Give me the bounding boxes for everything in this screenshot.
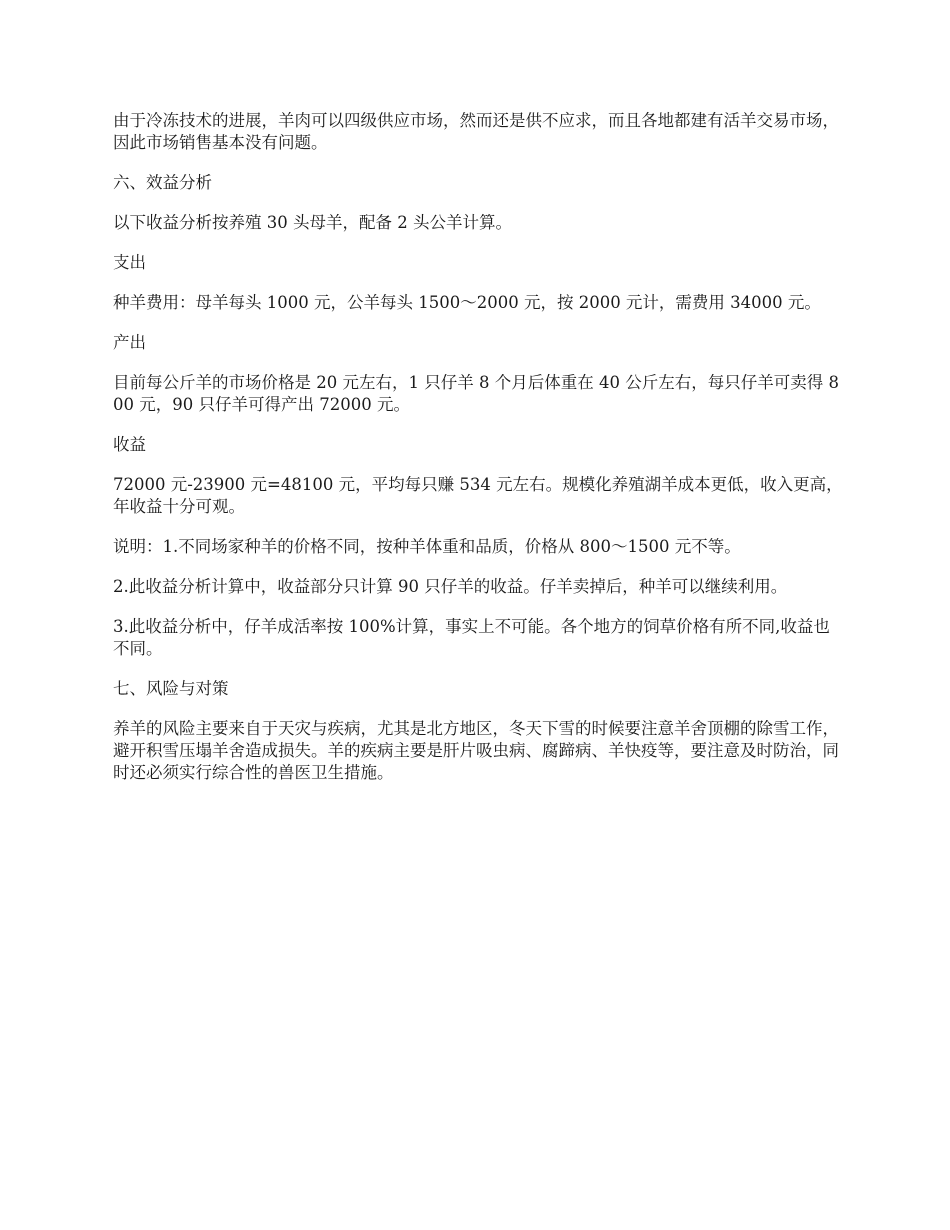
paragraph-analysis-basis: 以下收益分析按养殖 30 头母羊，配备 2 头公羊计算。 bbox=[113, 213, 512, 232]
subheading-expenses: 支出 bbox=[113, 253, 146, 272]
paragraph-note-3: 3.此收益分析中，仔羊成活率按 100%计算，事实上不可能。各个地方的饲草价格有所不同,收益也不同。 bbox=[113, 617, 830, 658]
paragraph-note-1: 说明：1.不同场家种羊的价格不同，按种羊体重和品质，价格从 800～1500 元不等。 bbox=[113, 537, 741, 556]
paragraph-output-value: 目前每公斤羊的市场价格是 20 元左右，1 只仔羊 8 个月后体重在 40 公斤左右，每只仔羊可卖得 800 元，90 只仔羊可得产出 72000 元。 bbox=[113, 373, 839, 414]
subheading-output: 产出 bbox=[113, 333, 146, 352]
paragraph-note-2: 2.此收益分析计算中，收益部分只计算 90 只仔羊的收益。仔羊卖掉后，种羊可以继续利用。 bbox=[113, 577, 788, 596]
paragraph-market-supply: 由于冷冻技术的进展，羊肉可以四级供应市场，然而还是供不应求，而且各地都建有活羊交易市场，因此市场销售基本没有问题。 bbox=[113, 111, 839, 152]
section-heading-risks: 七、风险与对策 bbox=[113, 679, 229, 698]
paragraph-risks: 养羊的风险主要来自于天灾与疾病，尤其是北方地区，冬天下雪的时候要注意羊舍顶棚的除雪工作，避开积雪压塌羊舍造成损失。羊的疾病主要是肝片吸虫病、腐蹄病、羊快疫等，要注意及时防治，同时还必须实行综合性的兽医卫生措施。 bbox=[113, 719, 839, 782]
document-body bbox=[113, 110, 845, 802]
section-heading-benefit-analysis: 六、效益分析 bbox=[113, 173, 212, 192]
subheading-income: 收益 bbox=[113, 435, 146, 454]
paragraph-income-calc: 72000 元-23900 元=48100 元，平均每只赚 534 元左右。规模化养殖湖羊成本更低，收入更高，年收益十分可观。 bbox=[113, 475, 843, 516]
paragraph-breeding-cost: 种羊费用：母羊每头 1000 元，公羊每头 1500～2000 元，按 2000 元计，需费用 34000 元。 bbox=[113, 293, 821, 312]
